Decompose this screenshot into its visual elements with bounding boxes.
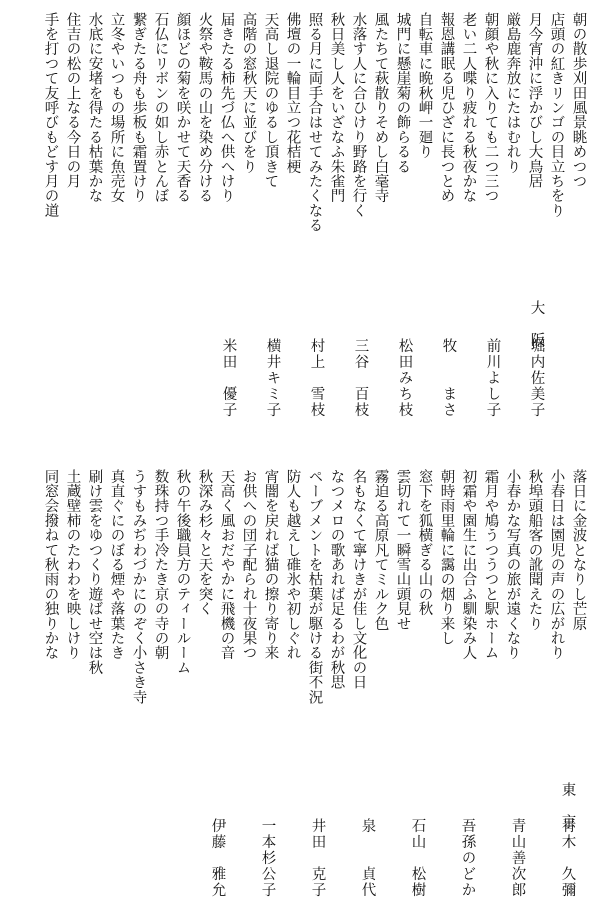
haiku-line: 届きたる柿先づ仏へ供へけり [218, 12, 235, 204]
haiku-line: 秋の午後職員方のティールーム [174, 469, 191, 675]
haiku-line: 初霜や園生に出合ふ馴染み人 [460, 469, 477, 661]
haiku-line: 自転車に晩秋岬一廻り [416, 12, 433, 159]
haiku-line: 同窓会撥ねて秋雨の独りかな [42, 469, 59, 661]
author-name: 松田みち枝 [396, 338, 413, 418]
haiku-line: 立冬やいつもの場所に魚売女 [108, 12, 125, 204]
haiku-line: 数珠持つ手冷たき京の寺の朝 [152, 469, 169, 661]
haiku-line: 雲切れて一瞬雪山頭見せ [394, 469, 411, 631]
haiku-line: 土蔵壁柿のたわわを映しけり [64, 469, 81, 661]
haiku-line: 報恩講眠る児ひざに長つとめ [438, 12, 455, 204]
author-place: 大 阪 [528, 300, 545, 348]
author-name: 堀内佐美子 [528, 338, 545, 418]
author-name: 村上 雪枝 [308, 338, 325, 418]
haiku-line: 石仏にリボンの如し赤とんぼ [152, 12, 169, 204]
haiku-line: 真直ぐにのぼる煙や落葉たき [108, 469, 125, 661]
author-name: 米田 優子 [220, 338, 237, 418]
haiku-line: なつメロの歌あれば足るわが秋思 [328, 469, 345, 690]
haiku-line: 名もなくて寧けきが佳し文化の日 [350, 469, 367, 690]
haiku-line: 落日に金波となりし芒原 [570, 469, 587, 631]
author-name: 伊藤 雅允 [209, 818, 226, 898]
haiku-line: 顔ほどの菊を咲かせて天香る [174, 12, 191, 204]
haiku-line: ペーブメントを枯葉が駆ける街不況 [306, 469, 323, 705]
haiku-line: 朝顔や秋に入りても二つ三つ [482, 12, 499, 204]
author-name: 吾孫のどか [459, 818, 476, 898]
haiku-line: 小春日は園児の声の広がれり [548, 469, 565, 661]
author-place: 東 京 [559, 782, 576, 830]
haiku-line: 窓下を狐横ぎる山の秋 [416, 469, 433, 616]
haiku-line: 秋埠頭船客の訛聞えたり [526, 469, 543, 631]
haiku-line: 水落す人に合ひけり野路を行く [350, 12, 367, 218]
haiku-line: 刷け雲をゆつくり遊ばせ空は秋 [86, 469, 103, 675]
haiku-line: 高階の窓秋天に並びをり [240, 12, 257, 174]
haiku-line: 朝時雨里輪に靄の烟り来し [438, 469, 455, 646]
author-name: 井田 克子 [309, 818, 326, 898]
haiku-line: 老い二人喋り疲れる秋夜かな [460, 12, 477, 204]
author-name: 前川よし子 [484, 338, 501, 418]
haiku-line: 店頭の紅きリンゴの目立ちをり [548, 12, 565, 218]
haiku-line: 照る月に両手合はせてみたくなる [306, 12, 323, 233]
haiku-line: 秋日美し人をいざなふ朱雀門 [328, 12, 345, 204]
author-name: 横井キミ子 [264, 338, 281, 418]
haiku-line: 小春かな写真の旅が遠くなり [504, 469, 521, 661]
haiku-line: 月今宵沖に浮かびし大鳥居 [526, 12, 543, 189]
haiku-line: 火祭や鞍馬の山を染め分ける [196, 12, 213, 204]
haiku-line: 霜月や鳩うつうつと駅ホーム [482, 469, 499, 661]
haiku-line: 宵闇を戻れば猫の擦り寄り来 [262, 469, 279, 661]
author-name: 青山善次郎 [509, 818, 526, 898]
haiku-line: 霧迫る高原凡てミルク色 [372, 469, 389, 631]
haiku-line: うすもみぢわづかにのぞく小さき寺 [130, 469, 147, 705]
author-name: 泉 貞代 [359, 818, 376, 898]
haiku-line: 住吉の松の上なる今日の月 [64, 12, 81, 189]
haiku-line: 秋深み杉々と天を突く [196, 469, 213, 616]
author-name: 牧 まさ [440, 338, 457, 418]
haiku-line: 城門に懸崖菊の飾らるる [394, 12, 411, 174]
author-name: 三谷 百枝 [352, 338, 369, 418]
haiku-line: 厳島鹿奔放にたはむれり [504, 12, 521, 174]
haiku-line: 朝の散歩刈田風景眺めつつ [570, 12, 587, 189]
author-name: 一本杉公子 [259, 818, 276, 898]
haiku-line: 天高し退院のゆるし頂きて [262, 12, 279, 189]
haiku-line: 天高く風おだやかに飛機の音 [218, 469, 235, 661]
haiku-line: お供への団子配られ十夜果つ [240, 469, 257, 661]
author-name: 青木 久彌 [559, 818, 576, 898]
haiku-line: 佛壇の一輪目立つ花桔梗 [284, 12, 301, 174]
haiku-line: 水底に安堵を得たる枯葉かな [86, 12, 103, 204]
haiku-line: 繋ぎたる舟も歩板も霜置けり [130, 12, 147, 204]
author-name: 石山 松樹 [409, 818, 426, 898]
haiku-line: 防人も越えし碓氷や初しぐれ [284, 469, 301, 661]
haiku-line: 風たちて萩散りそめし白毫寺 [372, 12, 389, 204]
haiku-line: 手を打つて友呼びもどす月の道 [42, 12, 59, 218]
